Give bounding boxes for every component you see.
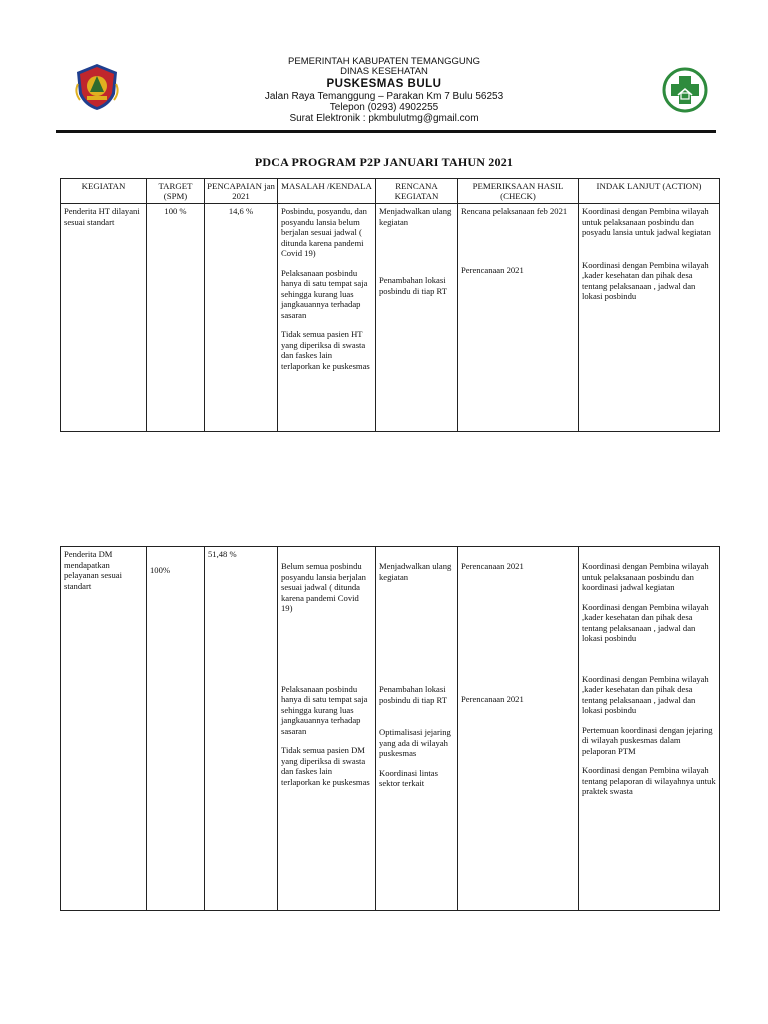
table-row xyxy=(61,547,720,911)
letterhead xyxy=(0,57,768,124)
pemeriksaan-item: Perencanaan 2021 xyxy=(461,561,524,571)
rencana-item: Penambahan lokasi posbindu di tiap RT xyxy=(379,275,447,296)
document-title: PDCA PROGRAM P2P JANUARI TAHUN 2021 xyxy=(254,155,514,169)
cell-target xyxy=(147,547,205,911)
table-header-row xyxy=(61,179,720,204)
tindak-item: Koordinasi dengan Pembina wilayah ,kader kesehatan dan pihak desa tentang pelaksanaan , jadwal dan lokasi posbindu xyxy=(582,673,709,715)
col-pencapaian: PENCAPAIAN jan 2021 xyxy=(205,179,278,204)
pemeriksaan-item: Perencanaan 2021 xyxy=(461,264,524,275)
email-line: Surat Elektronik : pkmbulutmg@gmail.com xyxy=(289,113,479,124)
tindak-item: Koordinasi dengan Pembina wilayah ,kader kesehatan dan pihak desa tentang pelaksanaan , jadwal dan lokasi posbindu xyxy=(582,259,709,301)
masalah-item: Belum semua posbindu posyandu lansia berjalan sesuai jadwal ( ditunda karena pandemi Covid 19) xyxy=(281,561,366,613)
address-line: Jalan Raya Temanggung – Parakan Km 7 Bulu 56253 xyxy=(264,91,504,102)
cell-masalah xyxy=(278,204,376,432)
masalah-item: Pelaksanaan posbindu hanya di satu tempat saja sehingga kurang luas jangkauannya terhadap sasaran xyxy=(281,267,368,320)
rencana-item: Menjadwalkan ulang kegiatan xyxy=(379,561,452,582)
rencana-item: Optimalisasi jejaring yang ada di wilayah puskesmas xyxy=(379,727,451,758)
cell-rencana xyxy=(376,204,458,432)
pdca-table-dm xyxy=(60,546,720,911)
rencana-item: Koordinasi lintas sektor terkait xyxy=(379,767,438,788)
col-tindak-lanjut: INDAK LANJUT (ACTION) xyxy=(579,179,720,204)
tindak-item: Pertemuan koordinasi dengan jejaring di wilayah puskesmas dalam pelaporan PTM xyxy=(582,724,713,756)
dept-line: DINAS KESEHATAN xyxy=(340,66,428,77)
puskesmas-name: PUSKESMAS BULU xyxy=(326,78,442,90)
masalah-item: Pelaksanaan posbindu hanya di satu tempat saja sehingga kurang luas jangkauannya terhadap sasaran xyxy=(281,683,368,736)
cell-pemeriksaan xyxy=(458,204,579,432)
gov-line: PEMERINTAH KABUPATEN TEMANGGUNG xyxy=(288,56,480,67)
col-rencana: RENCANA KEGIATAN xyxy=(376,179,458,204)
col-pemeriksaan: PEMERIKSAAN HASIL (CHECK) xyxy=(458,179,579,204)
rencana-item: Penambahan lokasi posbindu di tiap RT xyxy=(379,684,447,705)
header-rule xyxy=(56,130,716,133)
cell-pencapaian: 14,6 % xyxy=(205,204,278,432)
table-row xyxy=(61,204,720,432)
tindak-item: Koordinasi dengan Pembina wilayah ,kader kesehatan dan pihak desa tentang pelaksanaan , jadwal dan lokasi posbindu xyxy=(582,601,709,643)
cell-masalah xyxy=(278,547,376,911)
cell-tindak-lanjut xyxy=(579,204,720,432)
cell-pencapaian: 51,48 % xyxy=(205,547,278,911)
col-target: TARGET (SPM) xyxy=(147,179,205,204)
masalah-item: Posbindu, posyandu, dan posyandu lansia belum berjalan sesuai jadwal ( ditunda karena pandemi Covid 19) xyxy=(281,206,367,258)
masalah-item: Tidak semua pasien DM yang diperiksa di swasta dan faskes lain terlaporkan ke puskesmas xyxy=(281,745,370,787)
cell-kegiatan: Penderita HT dilayani sesuai standart xyxy=(61,204,147,432)
masalah-item: Tidak semua pasien HT yang diperiksa di swasta dan faskes lain terlaporkan ke puskesmas xyxy=(281,329,370,371)
pemeriksaan-item: Rencana pelaksanaan feb 2021 xyxy=(461,206,568,216)
col-masalah: MASALAH /KENDALA xyxy=(278,179,376,204)
target-value: 100% xyxy=(150,565,171,575)
phone-line: Telepon (0293) 4902255 xyxy=(329,102,439,113)
tindak-item: Koordinasi dengan Pembina wilayah untuk pelaksanaan posbindu dan koordinasi jadwal kegiatan xyxy=(582,561,709,592)
cell-rencana xyxy=(376,547,458,911)
cell-pemeriksaan xyxy=(458,547,579,911)
rencana-item: Menjadwalkan ulang kegiatan xyxy=(379,206,452,227)
cell-kegiatan: Penderita DM mendapatkan pelayanan sesuai standart xyxy=(61,547,147,911)
pemeriksaan-item: Perencanaan 2021 xyxy=(461,693,524,704)
cell-tindak-lanjut xyxy=(579,547,720,911)
puskesmas-logo xyxy=(662,67,708,113)
pdca-table-ht xyxy=(60,178,720,432)
col-kegiatan: KEGIATAN xyxy=(61,179,147,204)
tindak-item: Koordinasi dengan Pembina wilayah tentang pelaporan di wilayahnya untuk praktek swasta xyxy=(582,765,716,796)
tindak-item: Koordinasi dengan Pembina wilayah untuk pelaksanaan posbindu dan posyadu lansia untuk jadwal kegiatan xyxy=(582,206,711,237)
cell-target: 100 % xyxy=(147,204,205,432)
